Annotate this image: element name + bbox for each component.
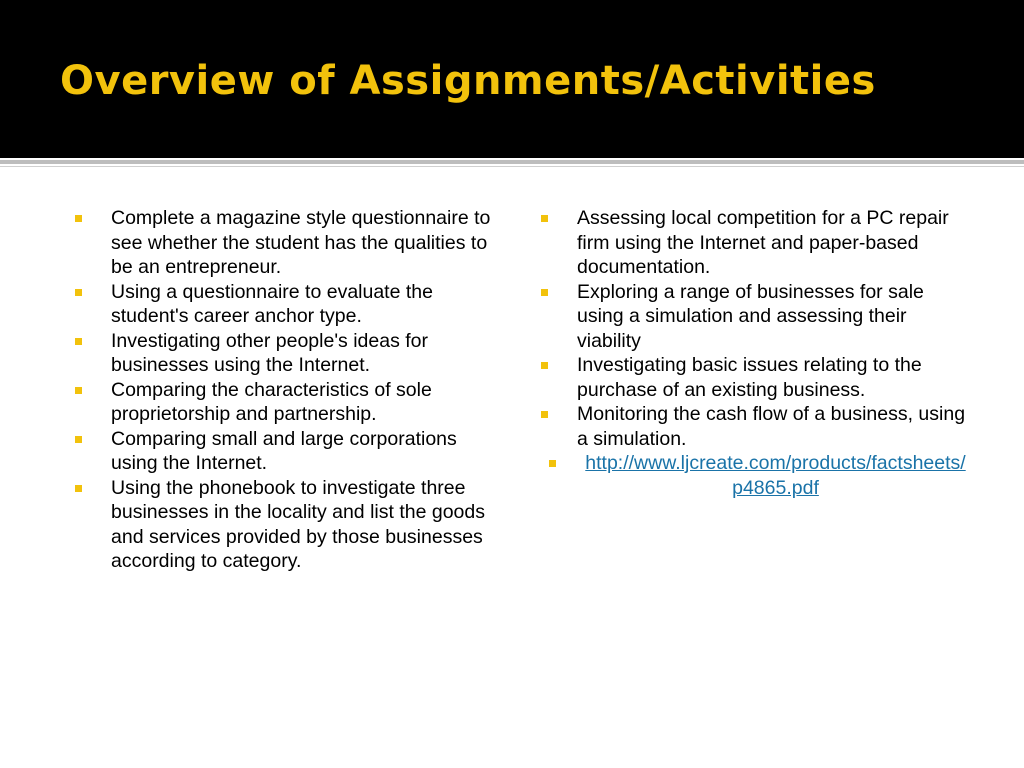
bullet-text: Assessing local competition for a PC repair firm using the Internet and paper-based documentation. [577,207,949,278]
bullet-square-icon [541,289,548,296]
bullet-square-icon [75,387,82,394]
slide-title: Overview of Assignments/Activities [60,58,876,104]
title-divider [0,160,1024,164]
bullet-item [538,402,968,451]
bullet-item [72,329,492,378]
bullet-square-icon [541,215,548,222]
bullet-square-icon [75,485,82,492]
bullet-item [72,476,492,574]
bullet-square-icon [75,436,82,443]
bullet-square-icon [541,411,548,418]
left-bullet-list [72,206,492,574]
right-bullet-list [538,206,968,500]
bullet-square-icon [75,289,82,296]
bullet-square-icon [549,460,556,467]
bullet-item [72,427,492,476]
bullet-item-link [538,451,968,500]
title-divider-thin [0,166,1024,167]
bullet-text: Comparing the characteristics of sole proprietorship and partnership. [111,378,432,425]
title-band [0,0,1024,158]
bullet-item [538,280,968,354]
bullet-text: Using a questionnaire to evaluate the student's career anchor type. [111,280,433,327]
bullet-item [538,206,968,280]
bullet-text: Exploring a range of businesses for sale using a simulation and assessing their viability [577,280,924,352]
bullet-text: Investigating other people's ideas for businesses using the Internet. [111,329,429,376]
bullet-item [72,378,492,427]
link-wrapper [577,451,968,500]
bullet-item [538,353,968,402]
bullet-text: Complete a magazine style questionnaire to see whether the student has the qualities to be an entrepreneur. [111,207,491,278]
bullet-item [72,280,492,329]
bullet-square-icon [541,362,548,369]
bullet-text: Monitoring the cash flow of a business, using a simulation. [577,403,966,450]
factsheet-link[interactable]: http://www.ljcreate.com/products/factsheets/p4865.pdf [585,452,966,499]
bullet-square-icon [75,215,82,222]
bullet-item [72,206,492,280]
bullet-text: Comparing small and large corporations using the Internet. [111,427,457,474]
bullet-text: Investigating basic issues relating to the purchase of an existing business. [577,354,922,401]
bullet-text: Using the phonebook to investigate three businesses in the locality and list the goods and services provided by those businesses according to category. [111,476,485,572]
bullet-square-icon [75,338,82,345]
